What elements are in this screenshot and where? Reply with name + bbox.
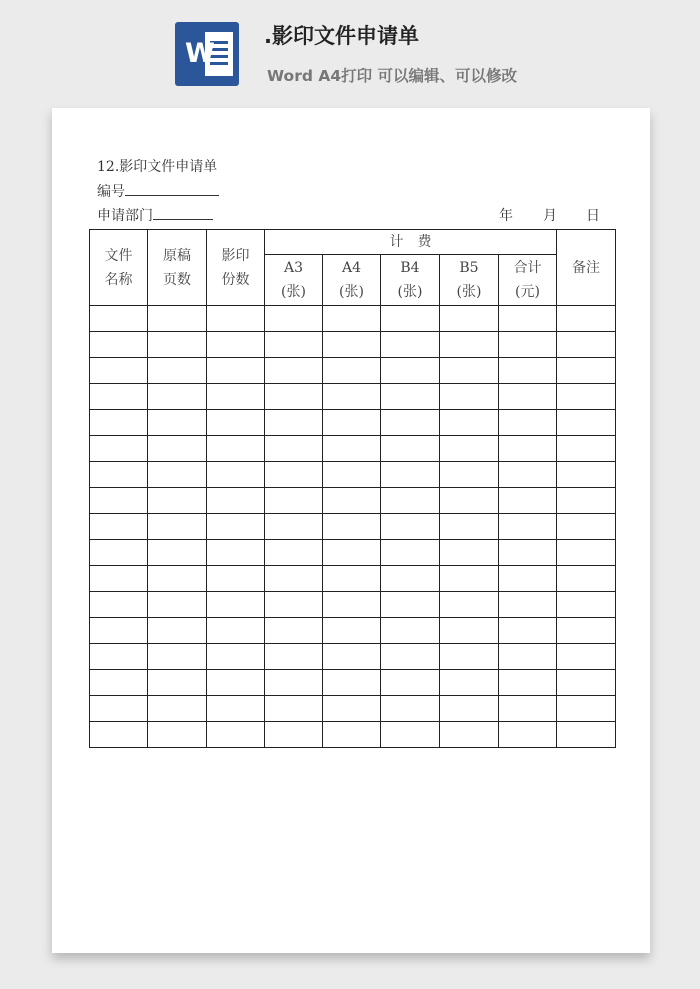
table-cell[interactable] <box>440 436 499 462</box>
table-cell[interactable] <box>557 462 616 488</box>
col-header-line: (元) <box>515 284 540 300</box>
table-cell[interactable] <box>557 722 616 748</box>
table-cell[interactable] <box>90 566 148 592</box>
table-cell[interactable] <box>323 722 381 748</box>
table-cell[interactable] <box>90 488 148 514</box>
table-cell[interactable] <box>90 696 148 722</box>
table-cell[interactable] <box>381 514 440 540</box>
table-cell[interactable] <box>381 410 440 436</box>
col-header-line: B4 <box>400 260 420 276</box>
table-cell[interactable] <box>557 514 616 540</box>
table-cell[interactable] <box>557 696 616 722</box>
table-cell[interactable] <box>557 358 616 384</box>
table-cell[interactable] <box>499 540 557 566</box>
table-cell[interactable] <box>148 306 207 332</box>
page-header <box>0 0 700 100</box>
col-header-line: 原稿 <box>163 247 191 264</box>
table-cell[interactable] <box>148 592 207 618</box>
table-cell[interactable] <box>265 696 323 722</box>
table-row <box>90 696 616 722</box>
table-cell[interactable] <box>323 592 381 618</box>
table-cell[interactable] <box>148 462 207 488</box>
table-cell[interactable] <box>499 566 557 592</box>
table-cell[interactable] <box>557 670 616 696</box>
table-cell[interactable] <box>90 410 148 436</box>
table-cell[interactable] <box>499 462 557 488</box>
table-cell[interactable] <box>557 592 616 618</box>
table-cell[interactable] <box>265 410 323 436</box>
table-cell[interactable] <box>499 696 557 722</box>
table-cell[interactable] <box>90 540 148 566</box>
table-cell[interactable] <box>323 566 381 592</box>
table-cell[interactable] <box>323 410 381 436</box>
date-year-label: 年 <box>499 208 513 224</box>
table-cell[interactable] <box>381 306 440 332</box>
table-cell[interactable] <box>381 696 440 722</box>
table-cell[interactable] <box>90 332 148 358</box>
table-cell[interactable] <box>440 332 499 358</box>
table-cell[interactable] <box>499 306 557 332</box>
table-cell[interactable] <box>557 410 616 436</box>
table-cell[interactable] <box>265 540 323 566</box>
table-row <box>90 384 616 410</box>
table-row <box>90 540 616 566</box>
word-icon-letter: W <box>185 38 215 69</box>
table-row <box>90 592 616 618</box>
table-cell[interactable] <box>381 436 440 462</box>
table-cell[interactable] <box>323 644 381 670</box>
table-cell[interactable] <box>499 644 557 670</box>
table-cell[interactable] <box>381 670 440 696</box>
table-cell[interactable] <box>90 306 148 332</box>
table-cell[interactable] <box>499 436 557 462</box>
table-row <box>90 722 616 748</box>
table-cell[interactable] <box>265 332 323 358</box>
table-cell[interactable] <box>265 358 323 384</box>
table-cell[interactable] <box>323 670 381 696</box>
table-cell[interactable] <box>440 410 499 436</box>
table-cell[interactable] <box>499 332 557 358</box>
table-cell[interactable] <box>323 384 381 410</box>
table-cell[interactable] <box>148 410 207 436</box>
table-cell[interactable] <box>265 592 323 618</box>
col-copies <box>207 230 265 306</box>
dept-field <box>97 205 213 225</box>
number-underline <box>125 181 219 196</box>
table-cell[interactable] <box>207 566 265 592</box>
page-title: .影印文件申请单 <box>264 24 419 48</box>
table-cell[interactable] <box>265 306 323 332</box>
table-cell[interactable] <box>323 696 381 722</box>
table-cell[interactable] <box>207 722 265 748</box>
table-cell[interactable] <box>207 306 265 332</box>
date-month-label: 月 <box>543 208 557 224</box>
table-cell[interactable] <box>499 670 557 696</box>
table-cell[interactable] <box>265 566 323 592</box>
table-cell[interactable] <box>440 488 499 514</box>
table-cell[interactable] <box>90 384 148 410</box>
table-cell[interactable] <box>90 462 148 488</box>
table-cell[interactable] <box>207 462 265 488</box>
table-cell[interactable] <box>323 306 381 332</box>
table-cell[interactable] <box>440 358 499 384</box>
col-total-yuan <box>499 255 557 306</box>
table-cell[interactable] <box>265 384 323 410</box>
col-header-line: 影印 <box>221 247 250 264</box>
table-cell[interactable] <box>381 488 440 514</box>
table-cell[interactable] <box>381 618 440 644</box>
table-row <box>90 488 616 514</box>
dept-label: 申请部门 <box>97 208 153 224</box>
table-cell[interactable] <box>323 332 381 358</box>
col-b4 <box>381 255 440 306</box>
table-cell[interactable] <box>90 618 148 644</box>
table-cell[interactable] <box>499 592 557 618</box>
number-field <box>97 181 219 201</box>
table-cell[interactable] <box>323 462 381 488</box>
table-cell[interactable] <box>557 436 616 462</box>
table-cell[interactable] <box>207 358 265 384</box>
table-row <box>90 306 616 332</box>
col-file-name <box>90 230 148 306</box>
table-cell[interactable] <box>148 384 207 410</box>
table-cell[interactable] <box>207 332 265 358</box>
table-cell[interactable] <box>440 696 499 722</box>
table-cell[interactable] <box>265 670 323 696</box>
table-cell[interactable] <box>557 540 616 566</box>
table-row <box>90 410 616 436</box>
table-row <box>90 514 616 540</box>
table-cell[interactable] <box>90 514 148 540</box>
table-cell[interactable] <box>207 384 265 410</box>
col-header-line: 文件 <box>104 247 133 264</box>
table-cell[interactable] <box>265 462 323 488</box>
table-cell[interactable] <box>440 384 499 410</box>
table-cell[interactable] <box>557 384 616 410</box>
table-cell[interactable] <box>90 670 148 696</box>
col-header-line: (张) <box>456 284 482 300</box>
table-row <box>90 670 616 696</box>
table-cell[interactable] <box>90 644 148 670</box>
table-row <box>90 436 616 462</box>
table-cell[interactable] <box>440 644 499 670</box>
col-header-line: A3 <box>283 260 304 276</box>
col-header-line: (张) <box>339 284 364 300</box>
table-cell[interactable] <box>440 670 499 696</box>
page-subtitle: Word A4打印 可以编辑、可以修改 <box>267 67 518 85</box>
table-cell[interactable] <box>440 722 499 748</box>
table-cell[interactable] <box>381 566 440 592</box>
col-header-line: 页数 <box>163 271 191 288</box>
table-cell[interactable] <box>265 488 323 514</box>
table-cell[interactable] <box>499 514 557 540</box>
col-header-line: A4 <box>341 260 362 276</box>
table-cell[interactable] <box>440 618 499 644</box>
table-cell[interactable] <box>90 436 148 462</box>
table-cell[interactable] <box>207 644 265 670</box>
table-cell[interactable] <box>148 540 207 566</box>
table-cell[interactable] <box>381 462 440 488</box>
table-cell[interactable] <box>323 488 381 514</box>
table-cell[interactable] <box>148 566 207 592</box>
table-cell[interactable] <box>323 358 381 384</box>
table-cell[interactable] <box>265 436 323 462</box>
table-cell[interactable] <box>207 514 265 540</box>
table-cell[interactable] <box>148 358 207 384</box>
table-row <box>90 358 616 384</box>
table-cell[interactable] <box>265 644 323 670</box>
table-cell[interactable] <box>207 592 265 618</box>
table-cell[interactable] <box>440 514 499 540</box>
table-cell[interactable] <box>265 618 323 644</box>
table-cell[interactable] <box>90 722 148 748</box>
table-cell[interactable] <box>440 592 499 618</box>
table-cell[interactable] <box>148 618 207 644</box>
col-header-line: (张) <box>397 284 423 300</box>
col-a3 <box>265 255 323 306</box>
table-cell[interactable] <box>381 540 440 566</box>
table-cell[interactable] <box>499 488 557 514</box>
table-cell[interactable] <box>90 592 148 618</box>
col-b5 <box>440 255 499 306</box>
table-cell[interactable] <box>557 306 616 332</box>
col-header-line: 名称 <box>104 271 133 288</box>
table-cell[interactable] <box>557 566 616 592</box>
col-header-line: B5 <box>459 260 479 276</box>
document-heading: 12.影印文件申请单 <box>97 159 218 175</box>
table-cell[interactable] <box>499 384 557 410</box>
fee-group-header: 计 费 <box>265 230 557 255</box>
table-cell[interactable] <box>148 514 207 540</box>
table-cell[interactable] <box>207 410 265 436</box>
dept-underline <box>153 205 213 220</box>
table-cell[interactable] <box>323 618 381 644</box>
col-header-line: (张) <box>281 284 306 300</box>
table-cell[interactable] <box>207 488 265 514</box>
col-original-pages <box>148 230 207 306</box>
table-cell[interactable] <box>207 618 265 644</box>
table-cell[interactable] <box>207 540 265 566</box>
table-cell[interactable] <box>148 722 207 748</box>
table-cell[interactable] <box>323 514 381 540</box>
table-cell[interactable] <box>381 592 440 618</box>
table-cell[interactable] <box>148 696 207 722</box>
table-cell[interactable] <box>557 332 616 358</box>
table-cell[interactable] <box>381 358 440 384</box>
table-cell[interactable] <box>440 306 499 332</box>
table-cell[interactable] <box>440 540 499 566</box>
table-row <box>90 462 616 488</box>
table-cell[interactable] <box>148 436 207 462</box>
table-cell[interactable] <box>381 644 440 670</box>
table-cell[interactable] <box>557 644 616 670</box>
table-row <box>90 566 616 592</box>
table-row <box>90 332 616 358</box>
table-cell[interactable] <box>499 410 557 436</box>
col-header-line: 份数 <box>221 271 250 288</box>
table-cell[interactable] <box>499 722 557 748</box>
table-cell[interactable] <box>323 436 381 462</box>
table-row <box>90 618 616 644</box>
col-a4 <box>323 255 381 306</box>
table-cell[interactable] <box>440 566 499 592</box>
table-cell[interactable] <box>207 436 265 462</box>
table-cell[interactable] <box>148 670 207 696</box>
table-cell[interactable] <box>557 618 616 644</box>
table-cell[interactable] <box>148 644 207 670</box>
date-day-label: 日 <box>586 208 600 224</box>
table-cell[interactable] <box>265 514 323 540</box>
table-cell[interactable] <box>148 332 207 358</box>
table-cell[interactable] <box>90 358 148 384</box>
table-cell[interactable] <box>323 540 381 566</box>
table-cell[interactable] <box>557 488 616 514</box>
request-table <box>89 229 616 748</box>
table-cell[interactable] <box>207 670 265 696</box>
table-cell[interactable] <box>381 332 440 358</box>
table-cell[interactable] <box>499 618 557 644</box>
table-cell[interactable] <box>440 462 499 488</box>
col-header-line: 合计 <box>513 260 542 276</box>
number-label: 编号 <box>97 184 125 200</box>
table-row <box>90 644 616 670</box>
word-icon <box>175 22 239 86</box>
table-cell[interactable] <box>265 722 323 748</box>
col-remarks: 备注 <box>557 230 616 306</box>
table-cell[interactable] <box>381 384 440 410</box>
table-cell[interactable] <box>499 358 557 384</box>
table-cell[interactable] <box>381 722 440 748</box>
table-cell[interactable] <box>207 696 265 722</box>
table-cell[interactable] <box>148 488 207 514</box>
